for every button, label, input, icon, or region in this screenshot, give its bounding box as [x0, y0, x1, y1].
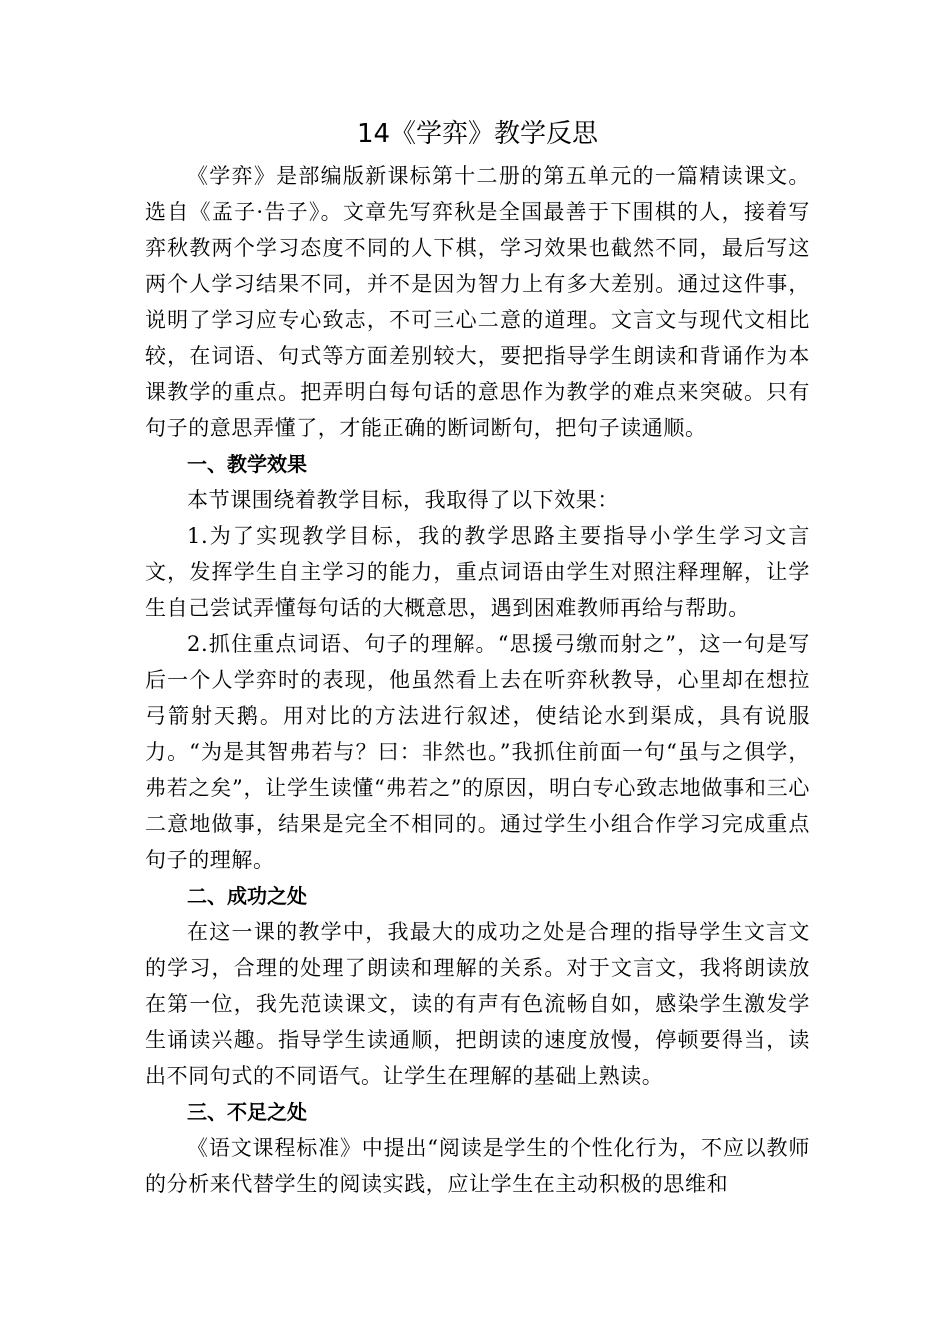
paragraph: 本节课围绕着教学目标，我取得了以下效果：	[187, 488, 619, 512]
section-heading-teaching-effect: 一、教学效果	[187, 452, 307, 476]
document-title: 14《学弈》教学反思	[356, 119, 599, 149]
paragraph: 2.抓住重点词语、句子的理解。“思援弓缴而射之”，这一句是写后一个人学弈时的表现，他虽然看上去在听弈秋教导，心里却在想拉弓箭射天鹅。用对比的方法进行叙述，使结论水到渠成，具有说服力。“为是其智弗若与？曰：非然也。”我抓住前面一句“虽与之俱学，弗若之矣”，让学生读懂“弗若之”的原因，明白专心致志地做事和三心二意地做事，结果是完全不相同的。通过学生小组合作学习完成重点句子的理解。	[145, 632, 810, 872]
paragraph: 在这一课的教学中，我最大的成功之处是合理的指导学生文言文的学习，合理的处理了朗读和理解的关系。对于文言文，我将朗读放在第一位，我先范读课文，读的有声有色流畅自如，感染学生激发学生诵读兴趣。指导学生读通顺，把朗读的速度放慢，停顿要得当，读出不同句式的不同语气。让学生在理解的基础上熟读。	[145, 920, 810, 1088]
section-heading-shortcomings: 三、不足之处	[187, 1100, 307, 1124]
document-body	[145, 110, 810, 1202]
paragraph: 《语文课程标准》中提出“阅读是学生的个性化行为，不应以教师的分析来代替学生的阅读实践，应让学生在主动积极的思维和	[145, 1136, 810, 1196]
section-heading-successes: 二、成功之处	[187, 884, 307, 908]
intro-paragraph: 《学弈》是部编版新课标第十二册的第五单元的一篇精读课文。选自《孟子·告子》。文章先写弈秋是全国最善于下围棋的人，接着写弈秋教两个学习态度不同的人下棋，学习效果也截然不同，最后写这两个人学习结果不同，并不是因为智力上有多大差别。通过这件事，说明了学习应专心致志，不可三心二意的道理。文言文与现代文相比较，在词语、句式等方面差别较大，要把指导学生朗读和背诵作为本课教学的重点。把弄明白每句话的意思作为教学的难点来突破。只有句子的意思弄懂了，才能正确的断词断句，把句子读通顺。	[145, 164, 810, 440]
paragraph: 1.为了实现教学目标，我的教学思路主要指导小学生学习文言文，发挥学生自主学习的能力，重点词语由学生对照注释理解，让学生自己尝试弄懂每句话的大概意思，遇到困难教师再给与帮助。	[145, 524, 810, 620]
